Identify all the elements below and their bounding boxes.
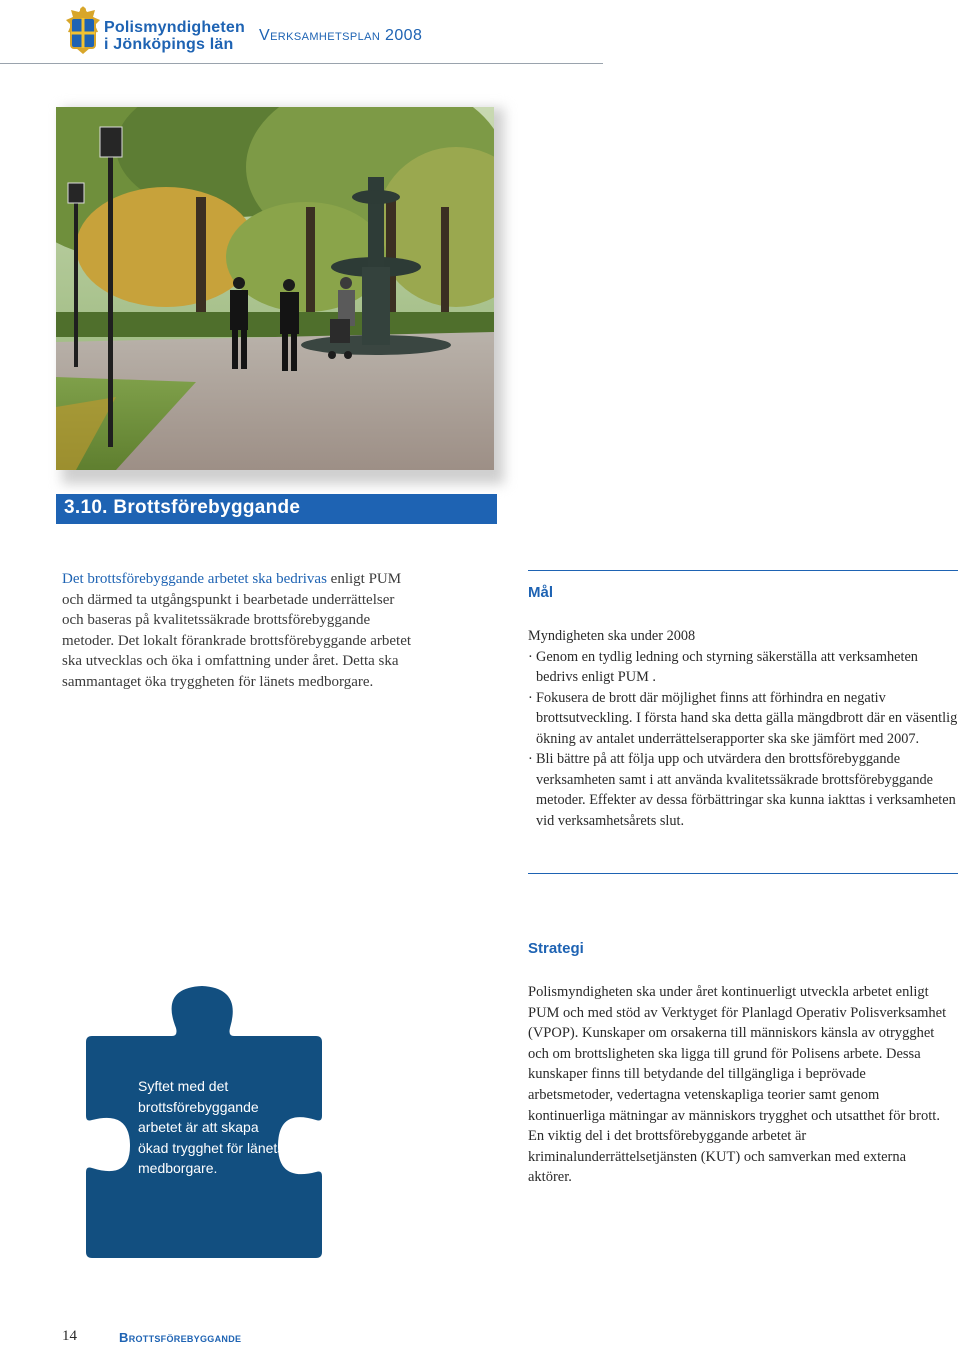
logo-wordmark: [104, 19, 245, 53]
strategy-heading: Strategi: [528, 940, 584, 957]
goal-list-item: · Genom en tydlig ledning och styrning säkerställa att verksamheten bedrivs enligt PUM .: [528, 648, 918, 685]
park-photo-illustration: [56, 107, 494, 470]
intro-highlight: Det brottsförebyggande arbetet ska bedrivas: [62, 571, 327, 587]
intro-paragraph: [62, 569, 412, 692]
puzzle-text: Syftet med det brottsförebyggande arbetet är att skapa ökad trygghet för länets medborgare.: [138, 1078, 285, 1177]
goal-item-text: Bli bättre på att följa upp och utvärdera den brottsförebyggande verksamheten samt i att använda kvalitetssäkrade brottsförebyggande metoder. Effekter av dessa förbättringar ska kunna iakttas i verksamheten vid verksamhetsårets slut.: [536, 751, 956, 829]
goal-item-text: Genom en tydlig ledning och styrning säkerställa att verksamheten bedrivs enligt PUM .: [536, 648, 918, 685]
logo-line-2: i Jönköpings län: [104, 36, 234, 53]
goal-top-rule: [528, 570, 958, 571]
strategy-paragraph: Polismyndigheten ska under året kontinuerligt utveckla arbetet enligt PUM och med stöd av Verktyget för Planlagd Operativ Polisverksamhet (VPOP). Kunskaper om orsakerna till människors känsla av otrygghet och om brottsligheten ska ligga till grund för Polisens arbete. Dessa kunskaper finns till betydande del tillgängliga i beprövade arbetsmetoder, vedertagna vetenskapliga teorier samt genom kontinuerliga mätningar av människors trygghet och utsatthet för brott. En viktig del i det brottsförebyggande arbetet är kriminalunderrättelsetjänsten (KUT) och samverkan med externa aktörer.: [528, 984, 947, 1186]
header-divider: [0, 63, 603, 64]
goal-item-text: Fokusera de brott där möjlighet finns att förhindra en negativ brottsutveckling. I första hand ska detta gälla mängdbrott där en väsentlig ökning av antalet underrättelserapporter ska ske jämfört med 2007.: [536, 689, 958, 747]
goal-heading: Mål: [528, 584, 554, 601]
goal-section: [528, 626, 958, 831]
document-title: Verksamhetsplan 2008: [259, 27, 423, 44]
goal-list-item: · Fokusera de brott där möjlighet finns att förhindra en negativ brottsutveckling. I första hand ska detta gälla mängdbrott där en väsentlig ökning av antalet underrättelserapporter ska ske jämfört med 2007.: [528, 689, 958, 747]
page-number: 14: [62, 1328, 77, 1344]
logo-line-1: Polismyndigheten: [104, 19, 245, 36]
park-photo: [56, 107, 494, 470]
goal-lead: Myndigheten ska under 2008: [528, 628, 696, 644]
goal-list-item: · Bli bättre på att följa upp och utvärdera den brottsförebyggande verksamheten samt i att använda kvalitetssäkrade brottsförebyggande metoder. Effekter av dessa förbättringar ska kunna iakttas i verksamheten vid verksamhetsårets slut.: [528, 751, 956, 829]
footer-section-title: Brottsförebyggande: [119, 1330, 242, 1345]
section-title: 3.10. Brottsförebyggande: [64, 497, 301, 518]
police-badge-icon: [62, 4, 104, 56]
goal-bottom-rule: [528, 873, 958, 874]
intro-text: enligt PUM och därmed ta utgångspunkt i bearbetade underrättelser och baseras på kvalitetssäkrade brottsförebyggande metoder. Det lokalt förankrade brottsförebyggande arbetet ska utvecklas och öka i omfattning under året. Detta ska sammantaget öka tryggheten för länets medborgare.: [62, 571, 412, 690]
